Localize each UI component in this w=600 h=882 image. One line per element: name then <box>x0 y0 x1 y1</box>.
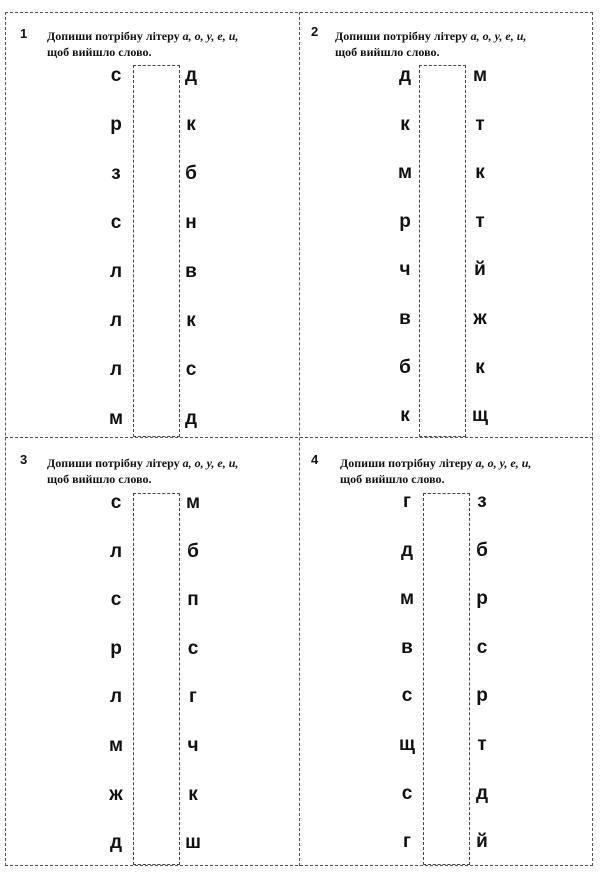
right-letter: ч <box>187 735 199 756</box>
right-letter: д <box>475 782 489 804</box>
instruction-text: Допиши потрібну літеру <box>47 456 180 470</box>
answer-column[interactable] <box>423 493 470 865</box>
exercise-instruction <box>340 455 590 487</box>
left-letter: г <box>403 831 411 853</box>
right-letter: н <box>185 212 197 233</box>
instruction-vowels: а, о, у, е, и, <box>182 456 239 470</box>
left-letter: л <box>109 540 123 562</box>
answer-column[interactable] <box>133 65 180 437</box>
left-letter: м <box>108 408 124 429</box>
instruction-text: Допиши потрібну літеру <box>340 456 473 470</box>
right-letter: б <box>187 540 199 562</box>
right-letter: д <box>184 65 198 86</box>
instruction-text-end: щоб вийшло слово. <box>47 45 152 59</box>
right-letter: т <box>475 113 485 135</box>
left-letter: с <box>110 65 122 86</box>
right-letter: м <box>185 492 201 513</box>
right-letter: д <box>184 408 198 429</box>
left-letter: з <box>111 163 121 184</box>
right-letter: ш <box>185 832 201 854</box>
right-letter: в <box>185 261 197 282</box>
right-letter: к <box>475 162 485 184</box>
instruction-vowels: а, о, у, е, и, <box>182 29 239 43</box>
left-letter: л <box>109 686 123 708</box>
left-letter: д <box>400 539 414 561</box>
right-letter: т <box>475 210 485 232</box>
right-letter: г <box>189 686 197 708</box>
left-letter: м <box>397 162 413 184</box>
left-letter: л <box>109 310 123 331</box>
left-letter: в <box>401 636 413 658</box>
left-letter: г <box>403 491 411 512</box>
right-letter: й <box>476 831 488 853</box>
exercise-number: 4 <box>311 452 319 467</box>
horizontal-cut-line <box>5 437 593 438</box>
instruction-text: Допиши потрібну літеру <box>47 29 180 43</box>
exercise-instruction <box>47 28 297 60</box>
right-letter: б <box>185 163 197 184</box>
answer-column[interactable] <box>419 65 466 437</box>
right-letter: к <box>186 114 196 135</box>
right-letter: с <box>185 359 197 380</box>
exercise-instruction <box>47 455 297 487</box>
left-letter: к <box>400 405 410 427</box>
right-letter: б <box>476 539 488 561</box>
left-letter: л <box>109 261 123 282</box>
exercise-number: 2 <box>311 24 319 39</box>
left-letter: ч <box>399 259 411 281</box>
left-letter: д <box>109 832 123 854</box>
left-letter: м <box>399 588 415 610</box>
right-letter: т <box>477 734 487 755</box>
right-letter: р <box>476 685 488 707</box>
instruction-text-end: щоб вийшло слово. <box>340 472 445 486</box>
left-letter: л <box>109 359 123 380</box>
right-letter: к <box>475 356 485 378</box>
left-letter: с <box>401 685 413 707</box>
right-letter: с <box>476 636 488 658</box>
right-letter: к <box>188 783 198 805</box>
left-letter: к <box>400 113 410 135</box>
left-letter: с <box>110 589 122 611</box>
exercise-number: 1 <box>20 26 28 41</box>
left-letter: ж <box>109 783 123 805</box>
vertical-cut-line <box>299 12 300 866</box>
instruction-text-end: щоб вийшло слово. <box>47 472 152 486</box>
instruction-vowels: а, о, у, е, и, <box>475 456 532 470</box>
left-letter: щ <box>398 734 416 755</box>
right-letter: м <box>472 65 488 86</box>
right-letter: й <box>474 259 486 281</box>
left-letter: б <box>399 356 411 378</box>
left-letter: с <box>110 212 122 233</box>
right-letter: п <box>187 589 199 611</box>
right-letter: с <box>187 637 199 659</box>
right-letter: ж <box>473 308 487 329</box>
right-letter: з <box>477 491 487 512</box>
right-letter: щ <box>471 405 489 427</box>
instruction-vowels: а, о, у, е, и, <box>470 29 527 43</box>
left-letter: м <box>108 735 124 756</box>
right-letter: к <box>186 310 196 331</box>
answer-column[interactable] <box>133 493 180 865</box>
exercise-instruction <box>335 28 585 60</box>
instruction-text: Допиши потрібну літеру <box>335 29 468 43</box>
left-letter: р <box>110 637 122 659</box>
right-letter: р <box>476 588 488 610</box>
left-letter: д <box>398 65 412 86</box>
left-letter: в <box>399 308 411 329</box>
instruction-text-end: щоб вийшло слово. <box>335 45 440 59</box>
left-letter: р <box>110 114 122 135</box>
left-letter: р <box>399 210 411 232</box>
left-letter: с <box>110 492 122 513</box>
exercise-number: 3 <box>20 452 28 467</box>
left-letter: с <box>401 782 413 804</box>
